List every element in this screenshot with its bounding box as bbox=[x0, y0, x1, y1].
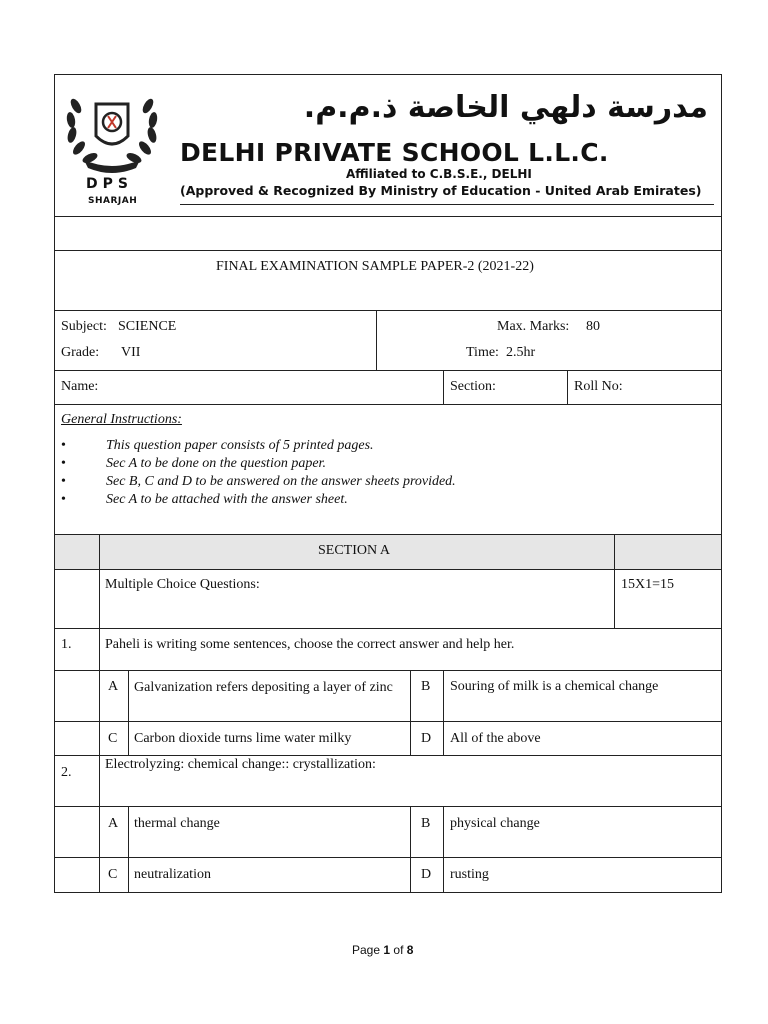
option-letter: C bbox=[108, 867, 118, 882]
laurel-crest-icon bbox=[62, 86, 162, 176]
section-a-right-cell bbox=[614, 534, 722, 570]
question-text: Electrolyzing: chemical change:: crystallization: bbox=[105, 757, 376, 772]
option-letter-cell bbox=[410, 806, 444, 858]
bullet-icon: • bbox=[61, 438, 66, 453]
bullet-icon: • bbox=[61, 456, 66, 471]
time-label: Time: bbox=[466, 345, 499, 360]
school-affiliation: Affiliated to C.B.S.E., DELHI bbox=[346, 167, 532, 181]
mcq-marks: 15X1=15 bbox=[621, 577, 675, 592]
instruction-item: Sec A to be attached with the answer sheet. bbox=[106, 492, 348, 507]
option-text-cell bbox=[443, 806, 722, 858]
page-total: 8 bbox=[406, 943, 414, 957]
exam-title: FINAL EXAMINATION SAMPLE PAPER-2 (2021-22) bbox=[216, 259, 534, 274]
grade-value: VII bbox=[121, 345, 141, 360]
instruction-item: Sec A to be done on the question paper. bbox=[106, 456, 326, 471]
option-spacer-cell bbox=[54, 670, 100, 722]
option-letter-cell bbox=[99, 806, 129, 858]
option-text: All of the above bbox=[450, 731, 541, 746]
question-number: 1. bbox=[61, 637, 72, 652]
option-letter: D bbox=[421, 731, 432, 746]
option-spacer-cell bbox=[54, 806, 100, 858]
max-marks-label: Max. Marks: bbox=[497, 319, 570, 334]
header-rule bbox=[180, 204, 714, 205]
page-footer bbox=[352, 943, 413, 957]
option-spacer-cell bbox=[54, 857, 100, 893]
option-text: Galvanization refers depositing a layer of zinc bbox=[134, 680, 393, 695]
section-a-left-cell bbox=[54, 534, 100, 570]
bullet-icon: • bbox=[61, 492, 66, 507]
section-label: Section: bbox=[450, 379, 496, 394]
option-letter: A bbox=[108, 816, 119, 831]
subject-value: SCIENCE bbox=[118, 319, 177, 334]
option-letter: A bbox=[108, 679, 119, 694]
page-number: 1 bbox=[383, 943, 391, 957]
grade-label: Grade: bbox=[61, 345, 100, 360]
option-text: neutralization bbox=[134, 867, 211, 882]
instruction-item: This question paper consists of 5 printed pages. bbox=[106, 438, 374, 453]
option-letter-cell bbox=[99, 670, 129, 722]
option-letter: D bbox=[421, 867, 432, 882]
school-logo bbox=[62, 86, 162, 210]
option-text: Carbon dioxide turns lime water milky bbox=[134, 731, 352, 746]
option-text: thermal change bbox=[134, 816, 220, 831]
option-letter-cell bbox=[410, 670, 444, 722]
option-text: Souring of milk is a chemical change bbox=[450, 679, 659, 694]
option-text-cell bbox=[443, 670, 722, 722]
roll-label: Roll No: bbox=[574, 379, 623, 394]
school-arabic-name: مدرسة دلهي الخاصة ذ.م.م. bbox=[303, 90, 708, 125]
of-word: of bbox=[393, 943, 404, 957]
school-name: DELHI PRIVATE SCHOOL L.L.C. bbox=[180, 138, 609, 167]
logo-city: SHARJAH bbox=[88, 196, 138, 206]
max-marks-value: 80 bbox=[586, 319, 600, 334]
option-text: physical change bbox=[450, 816, 540, 831]
option-letter: B bbox=[421, 679, 431, 694]
school-approval: (Approved & Recognized By Ministry of Education - United Arab Emirates) bbox=[180, 183, 702, 198]
option-spacer-cell bbox=[54, 721, 100, 756]
question-number: 2. bbox=[61, 765, 72, 780]
option-letter: C bbox=[108, 731, 118, 746]
section-a-title: SECTION A bbox=[318, 543, 390, 558]
question-number-cell bbox=[54, 755, 100, 807]
time-value: 2.5hr bbox=[506, 345, 536, 360]
option-text: rusting bbox=[450, 867, 489, 882]
logo-text: DPS bbox=[86, 176, 133, 192]
subject-label: Subject: bbox=[61, 319, 107, 334]
option-text-cell bbox=[128, 806, 411, 858]
name-label: Name: bbox=[61, 379, 99, 394]
instruction-item: Sec B, C and D to be answered on the answer sheets provided. bbox=[106, 474, 456, 489]
name-cell bbox=[54, 370, 444, 405]
option-letter: B bbox=[421, 816, 431, 831]
instructions-heading: General Instructions: bbox=[61, 412, 182, 427]
blank-row bbox=[54, 216, 722, 251]
bullet-icon: • bbox=[61, 474, 66, 489]
question-text: Paheli is writing some sentences, choose the correct answer and help her. bbox=[105, 637, 515, 652]
mcq-label: Multiple Choice Questions: bbox=[105, 577, 260, 592]
page-word: Page bbox=[352, 943, 381, 957]
mcq-left-cell bbox=[54, 569, 100, 629]
